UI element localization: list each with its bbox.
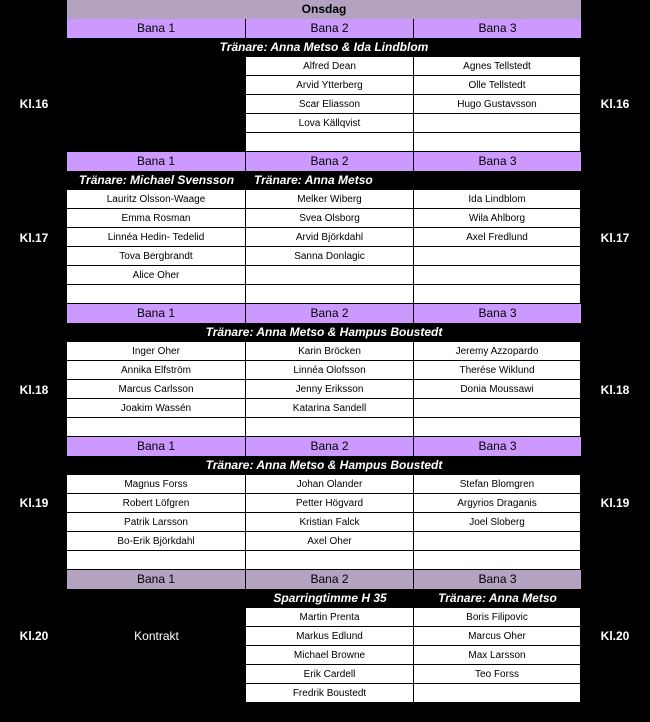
player-cell: [246, 133, 414, 152]
trainer-label: Tränare: Anna Metso & Ida Lindblom: [219, 40, 429, 54]
player-cell: Alice Oher: [67, 266, 246, 285]
trainer-label: Tränare: Anna Metso: [254, 173, 373, 187]
bana-header-2: Bana 2: [246, 437, 413, 456]
player-cell: [246, 266, 414, 285]
player-cell: Jenny Eriksson: [246, 380, 414, 399]
time-label-right: Kl.18: [600, 383, 630, 397]
player-cell: Olle Tellstedt: [414, 76, 581, 95]
player-cell: Tova Bergbrandt: [67, 247, 246, 266]
player-cell: [67, 285, 246, 304]
day-title: Onsdag: [67, 0, 581, 19]
player-cell: Svea Olsborg: [246, 209, 414, 228]
player-cell: Emma Rosman: [67, 209, 246, 228]
player-cell: Linnéa Hedin- Tedelid: [67, 228, 246, 247]
bana-header-2: Bana 2: [246, 570, 413, 589]
player-cell: [414, 133, 581, 152]
player-cell: Martin Prenta: [246, 608, 414, 627]
player-cell: [414, 399, 581, 418]
bana-header-3: Bana 3: [414, 152, 581, 171]
player-cell: Arvid Ytterberg: [246, 76, 414, 95]
time-label-right: Kl.16: [600, 97, 630, 111]
player-cell: Marcus Oher: [414, 627, 581, 646]
player-cell: Petter Högvard: [246, 494, 414, 513]
time-label-left: Kl.19: [19, 496, 49, 510]
bana-header-3: Bana 3: [414, 304, 581, 323]
player-cell: [414, 266, 581, 285]
trainer-label: Tränare: Anna Metso & Hampus Boustedt: [205, 325, 443, 339]
bana-header-2: Bana 2: [246, 152, 413, 171]
player-cell: Marcus Carlsson: [67, 380, 246, 399]
time-label-left: Kl.18: [19, 383, 49, 397]
time-label-left: Kl.17: [19, 231, 49, 245]
player-cell: Johan Olander: [246, 475, 414, 494]
player-cell: [246, 418, 414, 437]
player-cell: Alfred Dean: [246, 57, 414, 76]
time-label-right: Kl.20: [600, 629, 630, 643]
time-label-left: Kl.20: [19, 629, 49, 643]
player-cell: Robert Löfgren: [67, 494, 246, 513]
bana-header-3: Bana 3: [414, 437, 581, 456]
player-cell: Katarina Sandell: [246, 399, 414, 418]
player-cell: Kristian Falck: [246, 513, 414, 532]
player-cell: Joel Sloberg: [414, 513, 581, 532]
player-cell: Scar Eliasson: [246, 95, 414, 114]
player-cell: Axel Oher: [246, 532, 414, 551]
player-cell: Annika Elfström: [67, 361, 246, 380]
player-cell: Teo Forss: [414, 665, 581, 684]
bana-header-3: Bana 3: [414, 570, 581, 589]
player-cell: [414, 114, 581, 133]
player-cell: Joakim Wassén: [67, 399, 246, 418]
player-cell: [414, 551, 581, 570]
player-cell: Lauritz Olsson-Waage: [67, 190, 246, 209]
bana-header-2: Bana 2: [246, 304, 413, 323]
trainer-label: Tränare: Anna Metso: [438, 591, 557, 605]
player-cell: Markus Edlund: [246, 627, 414, 646]
bana-header-1: Bana 1: [67, 437, 245, 456]
player-cell: Therése Wiklund: [414, 361, 581, 380]
player-cell: Wila Ahlborg: [414, 209, 581, 228]
player-cell: Stefan Blomgren: [414, 475, 581, 494]
player-cell: Erik Cardell: [246, 665, 414, 684]
bana-header-3: Bana 3: [414, 19, 581, 38]
player-cell: Inger Oher: [67, 342, 246, 361]
bana-header-1: Bana 1: [67, 152, 245, 171]
player-cell: Karin Bröcken: [246, 342, 414, 361]
player-cell: Boris Filipovic: [414, 608, 581, 627]
player-cell: Linnéa Olofsson: [246, 361, 414, 380]
time-label-left: Kl.16: [19, 97, 49, 111]
bana-header-2: Bana 2: [246, 19, 413, 38]
player-cell: [246, 551, 414, 570]
player-cell: [414, 247, 581, 266]
player-cell: Patrik Larsson: [67, 513, 246, 532]
player-cell: Sanna Donlagic: [246, 247, 414, 266]
player-cell: Lova Källqvist: [246, 114, 414, 133]
player-cell: Fredrik Boustedt: [246, 684, 414, 703]
player-cell: [246, 285, 414, 304]
player-cell: Max Larsson: [414, 646, 581, 665]
time-label-right: Kl.19: [600, 496, 630, 510]
player-cell: Agnes Tellstedt: [414, 57, 581, 76]
player-cell: Michael Browne: [246, 646, 414, 665]
bana-header-1: Bana 1: [67, 304, 245, 323]
player-cell: Melker Wiberg: [246, 190, 414, 209]
player-cell: Bo-Erik Björkdahl: [67, 532, 246, 551]
player-cell: [414, 285, 581, 304]
contract-label: Kontrakt: [134, 629, 179, 643]
bana-header-1: Bana 1: [67, 570, 245, 589]
player-cell: Axel Fredlund: [414, 228, 581, 247]
time-label-right: Kl.17: [600, 231, 630, 245]
player-cell: Donia Moussawi: [414, 380, 581, 399]
session-label: Sparringtimme H 35: [273, 591, 387, 605]
player-cell: [67, 551, 246, 570]
player-cell: Ida Lindblom: [414, 190, 581, 209]
player-cell: Arvid Björkdahl: [246, 228, 414, 247]
player-cell: Hugo Gustavsson: [414, 95, 581, 114]
bana-header-1: Bana 1: [67, 19, 245, 38]
trainer-label: Tränare: Anna Metso & Hampus Boustedt: [205, 458, 443, 472]
player-cell: Magnus Forss: [67, 475, 246, 494]
player-cell: Argyrios Draganis: [414, 494, 581, 513]
player-cell: [414, 418, 581, 437]
player-cell: Jeremy Azzopardo: [414, 342, 581, 361]
player-cell: [67, 418, 246, 437]
player-cell: [414, 684, 581, 703]
player-cell: [414, 532, 581, 551]
trainer-label: Tränare: Michael Svensson: [78, 173, 235, 187]
